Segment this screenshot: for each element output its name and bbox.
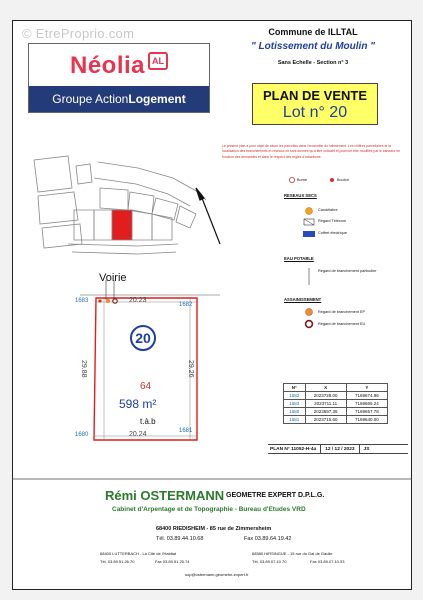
lot-tab: t.à.b xyxy=(140,417,156,426)
logo-badge: AL xyxy=(148,52,168,70)
table-row xyxy=(284,400,388,408)
disclaimer-note: Le présent plan a pour objet de situer les parcelles dans l'ensemble du lotissement. Les chiffres parcellaires et la localisation des branchements et réseaux ne sont donnés qu'à titre indicatif et pourront être modifiés par le lotisseur en fonction des demandes et dans le respect des règles d'urbanisme. xyxy=(222,144,401,159)
north-arrow-line xyxy=(200,193,220,244)
corner-label-br: 1681 xyxy=(179,428,193,434)
dim-left-label: 29.88 xyxy=(80,360,87,378)
logo-top xyxy=(29,44,209,88)
plan-lot-number: Lot n° 20 xyxy=(282,104,348,121)
lot-plan xyxy=(60,280,260,450)
echelle-section: Sans Echelle - Section n° 3 xyxy=(277,60,349,66)
legend-regard-telecom: Regard Télécom xyxy=(318,219,346,223)
column-header: N° xyxy=(284,384,306,392)
office1-tel: Tél. 03.89.51.26.70 xyxy=(100,559,135,564)
corner-label-tr: 1682 xyxy=(179,302,193,308)
table-cell: 7169657.78 xyxy=(346,408,387,416)
legend-assainissement: ASSAINISSEMENT xyxy=(284,297,322,302)
table-cell: 1681 xyxy=(284,416,306,424)
map-parcel xyxy=(38,192,78,224)
boulon-icon xyxy=(330,178,334,182)
legend-regard-branchement-particulier: Regard de branchement particulier xyxy=(318,269,377,273)
legend-candelabre: Candélabre xyxy=(318,208,338,212)
table-cell: 2023728.00 xyxy=(305,392,346,400)
geometre-name: Rémi OSTERMANN xyxy=(105,488,225,503)
site-overview-map xyxy=(28,148,258,278)
map-road-edge xyxy=(72,252,176,254)
map-road-edge xyxy=(94,178,190,206)
lot-area: 598 m² xyxy=(119,397,157,411)
map-parcel xyxy=(176,206,196,228)
borne-icon xyxy=(98,299,101,302)
office1-fax: Fax 03.89.51.25.74 xyxy=(155,559,190,564)
office1-address: 68400 LUTTERBACH - La Cité de l'Habitat xyxy=(100,551,177,556)
map-parcel xyxy=(34,156,72,192)
geometre-address: 68400 RIEDISHEIM - 85 rue de Zimmersheim xyxy=(156,526,272,532)
legend-boulon: Boulon xyxy=(337,178,349,182)
table-cell: 1680 xyxy=(284,408,306,416)
plan-number: PLAN N° 11052-H-4a xyxy=(270,446,317,452)
signature-divider xyxy=(12,477,412,481)
plan-de-vente-box xyxy=(252,83,378,125)
table-cell: 7169665.24 xyxy=(346,400,387,408)
regard-eu-icon xyxy=(306,321,313,328)
table-row xyxy=(284,392,388,400)
legend-regard-ep: Regard de branchement EP xyxy=(318,310,366,314)
parcel-number: 64 xyxy=(140,381,152,392)
logo-group-bold: Logement xyxy=(128,92,186,106)
logo-word: Néolia xyxy=(69,52,146,79)
table-cell: 7169674.96 xyxy=(346,392,387,400)
map-lot-20-highlight xyxy=(112,210,132,240)
map-road-edge xyxy=(68,244,178,246)
lotissement-name: " Lotissement du Moulin " xyxy=(251,41,375,52)
plan-title: PLAN DE VENTE xyxy=(262,88,367,103)
table-cell: 1683 xyxy=(284,400,306,408)
geometre-fax: Fax 03.89.64.19.42 xyxy=(244,536,292,542)
map-parcel xyxy=(76,164,92,184)
legend-coffret-electrique: Coffret électrique xyxy=(318,231,347,235)
office2-address: 68580 HIRSINGUE - 15 rue du Gal de Gaulle xyxy=(252,551,333,556)
column-header: X xyxy=(305,384,346,392)
table-cell: 2023715.60 xyxy=(305,416,346,424)
dim-right-label: 29.26 xyxy=(187,360,194,378)
regard-eu-icon xyxy=(113,299,117,303)
map-parcel xyxy=(132,210,152,240)
geometre-email[interactable]: sop@ostermann.geometre-expert.fr xyxy=(185,572,249,577)
geometre-cabinet: Cabinet d'Arpentage et de Topographie - Bureau d'Etudes VRD xyxy=(112,506,306,513)
table-header-row xyxy=(284,384,388,392)
map-parcel xyxy=(152,214,172,240)
borne-icon xyxy=(289,177,294,182)
table-cell: 1682 xyxy=(284,392,306,400)
plan-number-strip xyxy=(268,444,408,454)
north-arrow-head xyxy=(196,188,204,200)
map-parcel xyxy=(100,188,128,210)
logo-group-prefix: Groupe Action xyxy=(52,92,129,106)
table-cell: 7169640.00 xyxy=(346,416,387,424)
legend-borne: Borne xyxy=(297,178,308,182)
legend-regard-eu: Regard de branchement EU xyxy=(318,322,366,326)
neolia-logo xyxy=(28,43,210,113)
corner-label-bl: 1680 xyxy=(75,432,89,438)
office2-fax: Fax 03.89.07.10.93 xyxy=(310,559,345,564)
office2-tel: Tél. 03.89.07.10.70 xyxy=(252,559,287,564)
regard-ep-icon xyxy=(106,299,110,303)
candelabre-icon xyxy=(306,208,313,215)
watermark: © EtreProprio.com xyxy=(22,26,135,41)
separator xyxy=(359,445,360,453)
logo-group-band xyxy=(29,86,209,112)
table-cell: 2023711.11 xyxy=(305,400,346,408)
voirie-label: Voirie xyxy=(99,272,127,284)
table-row xyxy=(284,408,388,416)
commune-title: Commune de ILLTAL xyxy=(268,27,358,37)
dim-bottom-label: 20.24 xyxy=(129,431,147,438)
regard-ep-icon xyxy=(306,309,313,316)
geometre-tel: Tél. 03.89.44.10.68 xyxy=(156,536,204,542)
coordinate-table xyxy=(283,383,388,424)
coffret-electrique-icon xyxy=(303,231,315,237)
map-parcel xyxy=(94,210,112,240)
legend-reseaux-secs: RESEAUX SECS xyxy=(284,193,317,198)
regard-telecom-cross-icon xyxy=(304,219,314,225)
separator xyxy=(320,445,321,453)
column-header: Y xyxy=(346,384,387,392)
legend-eau-potable: EAU POTABLE xyxy=(284,256,314,261)
dim-top-label: 20.23 xyxy=(129,297,147,304)
lot-number-circle: 20 xyxy=(130,325,156,351)
table-cell: 2023697.36 xyxy=(305,408,346,416)
plan-initials: JS xyxy=(363,446,370,452)
corner-label-tl: 1683 xyxy=(75,298,89,304)
table-row xyxy=(284,416,388,424)
plan-date: 12 / 12 / 2023 xyxy=(325,446,355,452)
geometre-title: GEOMETRE EXPERT D.P.L.G. xyxy=(226,492,325,499)
